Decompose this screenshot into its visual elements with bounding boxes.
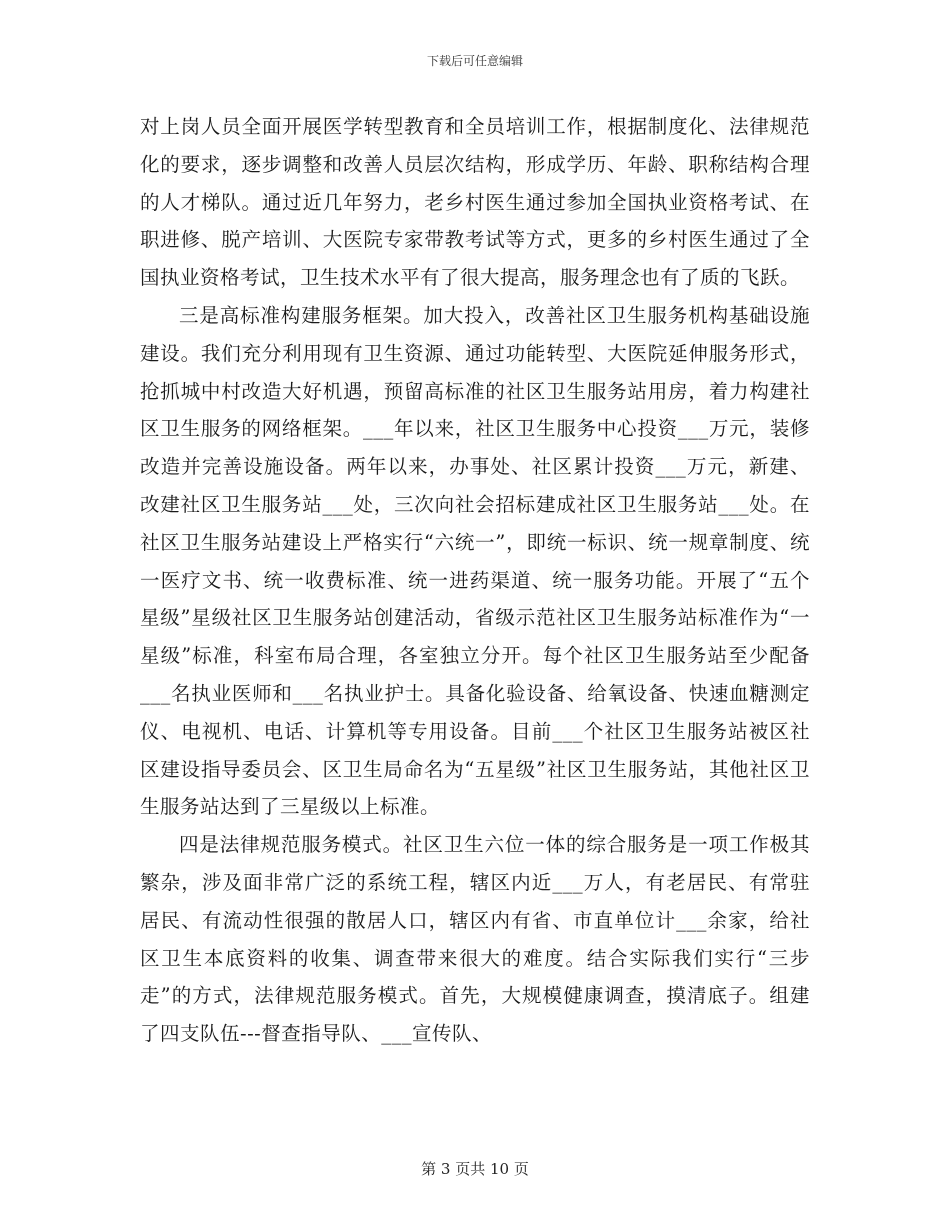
page-header: 下载后可任意编辑 [426, 54, 523, 68]
page-footer: 第 3 页共 10 页 [421, 1160, 529, 1178]
paragraph-2: 三是高标准构建服务框架。加大投入，改善社区卫生服务机构基础设施建设。我们充分利用现有卫生资源、通过功能转型、大医院延伸服务形式，抢抓城中村改造大好机遇，预留高标准的社区卫生服务站用房，着力构建社区卫生服务的网络框架。___年以来，社区卫生服务中心投资___万元，装修改造并完善设施设备。两年以来，办事处、社区累计投资___万元，新建、改建社区卫生服务站___处，三次向社会招标建成社区卫生服务站___处。在社区卫生服务站建设上严格实行“六统一”，即统一标识、统一规章制度、统一医疗文书、统一收费标准、统一进药渠道、统一服务功能。开展了“五个星级”星级社区卫生服务站创建活动，省级示范社区卫生服务站标准作为“一星级”标准，科室布局合理，各室独立分开。每个社区卫生服务站至少配备___名执业医师和___名执业护士。具备化验设备、给氧设备、快速血糖测定仪、电视机、电话、计算机等专用设备。目前___个社区卫生服务站被区社区建设指导委员会、区卫生局命名为“五星级”社区卫生服务站，其他社区卫生服务站达到了三星级以上标准。 [140, 303, 810, 819]
document-body [140, 108, 810, 1053]
paragraph-1: 对上岗人员全面开展医学转型教育和全员培训工作，根据制度化、法律规范化的要求，逐步调整和改善人员层次结构，形成学历、年龄、职称结构合理的人才梯队。通过近几年努力，老乡村医生通过参加全国执业资格考试、在职进修、脱产培训、大医院专家带教考试等方式，更多的乡村医生通过了全国执业资格考试，卫生技术水平有了很大提高，服务理念也有了质的飞跃。 [140, 115, 810, 290]
paragraph-3: 四是法律规范服务模式。社区卫生六位一体的综合服务是一项工作极其繁杂，涉及面非常广泛的系统工程，辖区内近___万人，有老居民、有常驻居民、有流动性很强的散居人口，辖区内有省、市直单位计___余家，给社区卫生本底资料的收集、调查带来很大的难度。结合实际我们实行“三步走”的方式，法律规范服务模式。首先，大规模健康调查，摸清底子。组建了四支队伍---督查指导队、___宣传队、 [140, 833, 810, 1046]
